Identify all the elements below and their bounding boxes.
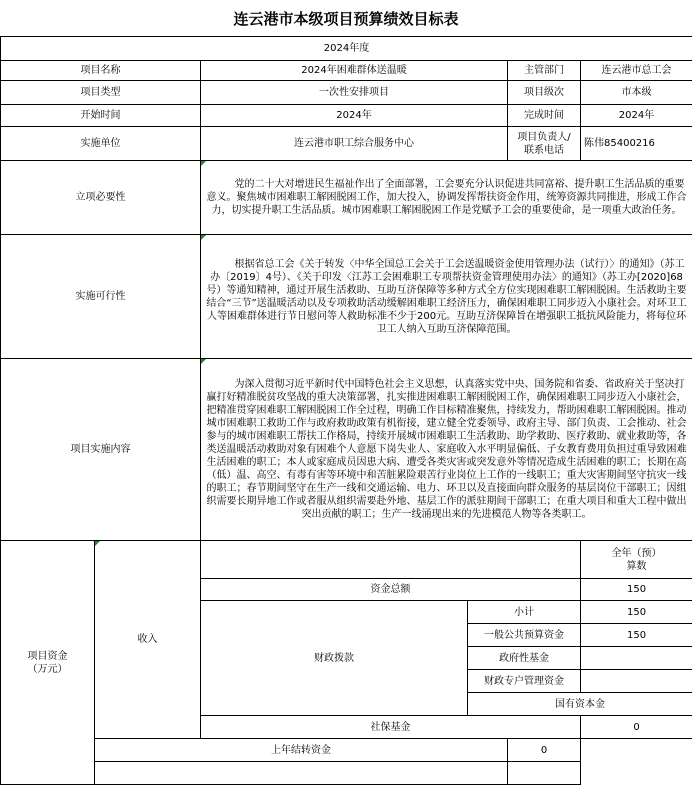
- contact-label-line2: 联系电话: [524, 145, 564, 156]
- year-cell: 2024年度: [1, 37, 692, 61]
- necessity-label: 立项必要性: [1, 161, 201, 235]
- gov-fund-value: [581, 647, 692, 670]
- feasibility-text-cell: [201, 235, 692, 359]
- fiscal-allocation-label: 财政拨款: [201, 601, 468, 716]
- social-insurance-label: 社保基金: [201, 716, 581, 739]
- fiscal-special-label: 财政专户管理资金: [468, 670, 581, 693]
- general-budget-value: 150: [581, 624, 692, 647]
- gov-fund-label: 政府性基金: [468, 647, 581, 670]
- funds-label: [1, 541, 95, 785]
- content-label: 项目实施内容: [1, 359, 201, 541]
- content-text-cell: [201, 359, 692, 541]
- project-name-label: 项目名称: [1, 61, 201, 81]
- subtotal-label: 小计: [468, 601, 581, 624]
- level-label: 项目级次: [508, 81, 581, 105]
- funds-label-line2: （万元）: [28, 664, 68, 675]
- annual-budget-header-line2: 算数: [627, 561, 647, 572]
- end-value: 2024年: [581, 105, 692, 127]
- funds-label-line1: 项目资金: [28, 651, 68, 662]
- feasibility-text: 根据省总工会《关于转发〈中华全国总工会关于工会送温暖资金使用管理办法（试行）〉的通知》（苏工办〔2019〕4号）、《关于印发〈江苏工会困难职工专项帮扶资金管理使用办法〉的通知》（苏工办[2020]68号）等通知精神，通过开展生活救助、互助互济保障等多种方式全方位实现困难职工解困脱困。生活救助主要结合“三节”送温暖活动以及专项救助活动缓解困难职工经济压力，确保困难职工同步迈入小康社会。对环卫工人等困难群体进行节日慰问等人救助标准不少于200元。互助互济保障旨在增强职工抵抗风险能力，将每位环卫工人纳入互助互济保障范围。: [204, 258, 689, 336]
- state-capital-label: 国有资本金: [468, 693, 692, 716]
- dept-label: 主管部门: [508, 61, 581, 81]
- fiscal-special-value: [581, 670, 692, 693]
- end-label: 完成时间: [508, 105, 581, 127]
- contact-label-line1: 项目负责人/: [517, 132, 570, 143]
- necessity-text: 党的二十大对增进民生福祉作出了全面部署，工会要充分认识促进共同富裕、提升职工生活品质的重要意义。聚焦城市困难职工解困脱困工作，加大投入，协调发挥帮扶资金作用，统筹资源共同推进，形成工作合力，切实提升职工生活品质。城市困难职工解困脱困工作是党赋予工会的重要使命，是一项重大政治任务。: [204, 178, 689, 217]
- contact-label: [508, 127, 581, 161]
- funds-header-blank: [201, 541, 581, 579]
- unit-label: 实施单位: [1, 127, 201, 161]
- annual-budget-header-line1: 全年（预）: [612, 548, 662, 559]
- carryover-label: 上年结转资金: [95, 739, 508, 762]
- subtotal-value: 150: [581, 601, 692, 624]
- other-funds-label: [95, 762, 508, 785]
- social-insurance-value: 0: [581, 716, 692, 739]
- general-budget-label: 一般公共预算资金: [468, 624, 581, 647]
- project-name-value: 2024年困难群体送温暖: [201, 61, 508, 81]
- other-funds-value: [508, 762, 581, 785]
- total-funds-value: 150: [581, 579, 692, 601]
- feasibility-label: 实施可行性: [1, 235, 201, 359]
- content-text: 为深入贯彻习近平新时代中国特色社会主义思想，认真落实党中央、国务院和省委、省政府关于坚决打赢打好精准脱贫攻坚战的重大决策部署，扎实推进困难职工解困脱困工作，确保困难职工同步迈入小康社会，把精准贯穿困难职工解困脱困工作全过程，明确工作目标精准聚焦，持续发力，帮助困难职工解困脱困。推动城市困难职工救助工作与政府救助政策有机衔接，建立健全党委领导、政府主导、部门负责、工会推动、社会参与的城市困难职工帮扶工作格局，持续开展城市困难职工生活救助、助学救助、医疗救助、就业救助等，各类送温暖活动救助对象有困难个人意愿下岗失业人、家庭收入水平明显偏低、子女教育费用负担过重导致困难生活困难的职工；本人或家庭成员因患大病、遭受各类灾害或突发意外等情况造成生活困难的职工；长期在高（低）温、高空、有毒有害等环境中和苦脏累险艰苦行业岗位上工作的一线职工；重大灾害期间坚守抗灾一线的职工；春节期间坚守在生产一线和交通运输、电力、环卫以及直接面向群众服务的基层岗位干部职工；因组织需要长期异地工作或者服从组织需要赴外地、基层工作的派驻期间干部职工；在重大项目和重大工程中做出突出贡献的职工；生产一线涌现出来的先进模范人物等各类职工。: [204, 378, 689, 521]
- annual-budget-header: [581, 541, 692, 579]
- level-value: 市本级: [581, 81, 692, 105]
- start-value: 2024年: [201, 105, 508, 127]
- project-type-label: 项目类型: [1, 81, 201, 105]
- project-type-value: 一次性安排项目: [201, 81, 508, 105]
- unit-value: 连云港市职工综合服务中心: [201, 127, 508, 161]
- form-table: [0, 36, 692, 785]
- dept-value: 连云港市总工会: [581, 61, 692, 81]
- necessity-text-cell: [201, 161, 692, 235]
- page-title: 连云港市本级项目预算绩效目标表: [0, 0, 692, 36]
- total-funds-label: 资金总额: [201, 579, 581, 601]
- start-label: 开始时间: [1, 105, 201, 127]
- carryover-value: 0: [508, 739, 581, 762]
- income-label: 收入: [95, 541, 201, 739]
- contact-value: 陈伟85400216: [581, 127, 692, 161]
